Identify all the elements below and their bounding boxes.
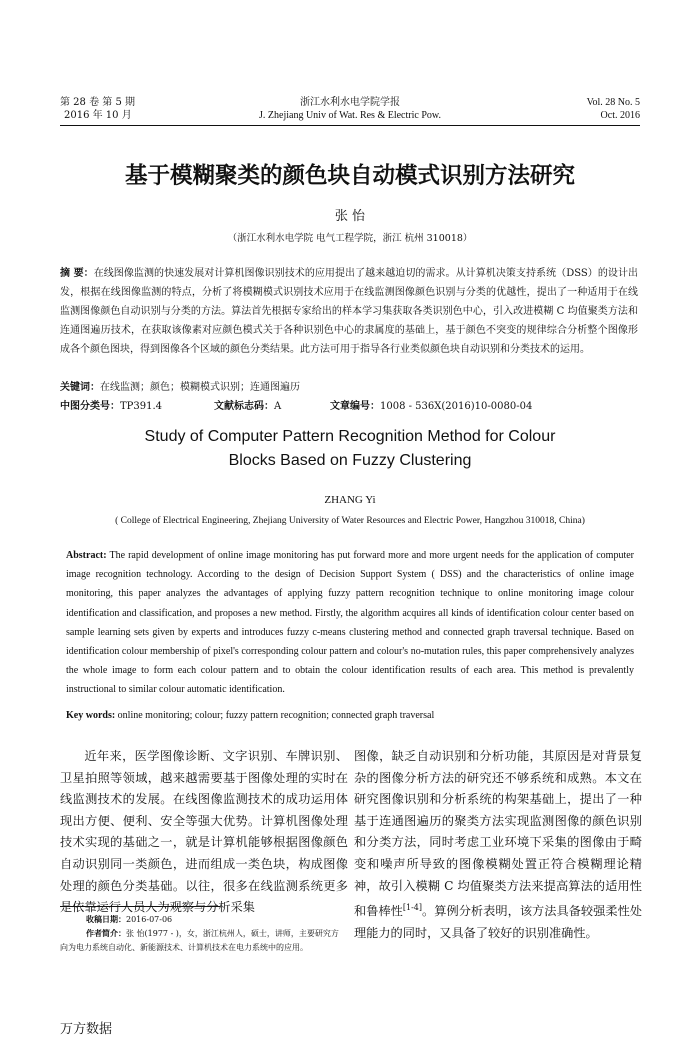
received-line: [60, 913, 340, 927]
keywords-en-label: Key words:: [66, 710, 116, 721]
clc-label: 中图分类号：: [60, 401, 120, 412]
body-left-column: [60, 746, 348, 919]
header-date-cn: 2016 年 10 月: [64, 110, 132, 121]
body-right-paragraph: [354, 746, 642, 944]
body-right-text-b: 。算例分析表明，该方法具备较强柔性处理能力的同时，又具备了较好的识别准确性。: [354, 904, 643, 940]
abstract-cn-label: 摘 要：: [60, 268, 94, 279]
header-journal-cn: 浙江水利水电学院学报: [300, 97, 400, 108]
keywords-cn-label: 关键词：: [60, 382, 100, 393]
keywords-cn-text: 在线监测；颜色；模糊模式识别；连通图遍历: [100, 382, 300, 393]
article-label: 文章编号：: [330, 401, 380, 412]
received-label: 收稿日期：: [86, 915, 126, 924]
bio-line: [60, 927, 340, 955]
abstract-en-text: The rapid development of online image monitoring has put forward more and more urgent needs for the application of computer image recognition technology. According to the design of Decision Support System ( DSS) and the characteristics of online image monitoring, this paper analyzes the advantages of applying fuzzy pattern recognition technique to online monitoring image colour identification and classification, and proposes a new method. Firstly, the algorithm acquires all kinds of identification colour center based on sample learning sets given by experts and introduces fuzzy c-means clustering method and connected graph traversal technique. Based on identification colour membership of pixel's corresponding colour pattern and colour's no-mutation rules, this paper comprehensively analyzes the whole image to form each colour pattern and to obtain the colour identification results of each area. This method is prevalently instructional to similar colour automatic identification.: [66, 550, 634, 696]
abstract-en: [66, 546, 634, 700]
header-vol-en: Vol. 28 No. 5: [586, 97, 640, 108]
article-value: 1008 - 536X(2016)10-0080-04: [380, 401, 533, 412]
article-number: [330, 397, 532, 416]
doc-label: 文献标志码：: [214, 401, 274, 412]
title-en-line2: Blocks Based on Fuzzy Clustering: [228, 452, 472, 469]
header-volume-issue: 第 28 卷 第 5 期: [60, 97, 135, 108]
affiliation-cn: （浙江水利水电学院 电气工程学院，浙江 杭州 310018）: [227, 233, 473, 244]
title-cn: 基于模糊聚类的颜色块自动模式识别方法研究: [124, 163, 575, 189]
bio-label: 作者简介：: [86, 929, 126, 938]
keywords-en: [66, 706, 634, 725]
body-right-column: [354, 746, 642, 944]
header-date-en: Oct. 2016: [600, 110, 640, 121]
doc-value: A: [274, 401, 282, 412]
author-en: ZHANG Yi: [324, 494, 376, 506]
citation-ref: [1-4]: [402, 903, 423, 913]
abstract-cn: [60, 264, 638, 359]
header-journal-en: J. Zhejiang Univ of Wat. Res & Electric Pow.: [259, 110, 441, 121]
received-date: 2016-07-06: [126, 915, 173, 924]
footnote: [60, 913, 340, 955]
title-en-line1: Study of Computer Pattern Recognition Method for Colour: [144, 428, 556, 445]
header-rule: [60, 125, 640, 126]
clc-value: TP391.4: [120, 401, 163, 412]
doc-code: [214, 397, 281, 416]
watermark: 万方数据: [60, 1022, 113, 1037]
keywords-en-text: online monitoring; colour; fuzzy pattern recognition; connected graph traversal: [115, 710, 435, 721]
abstract-en-label: Abstract:: [66, 550, 107, 561]
body-right-text-a: 图像，缺乏自动识别和分析功能，其原因是对背景复杂的图像分析方法的研究还不够系统和成熟。本文在研究图像识别和分析系统的构架基础上，提出了一种基于连通图遍历的聚类方法实现监测图像的颜色识别和分类方法，同时考虑工业环境下采集的图像由于畸变和噪声所导致的图像模糊处置正符合模糊理论精神，故引入模糊 C 均值聚类方法来提高算法的适用性和鲁棒性: [354, 749, 642, 919]
author-cn: 张 怡: [334, 209, 366, 224]
keywords-cn: [60, 378, 638, 397]
title-en: [60, 425, 640, 473]
footnote-rule: [60, 906, 220, 907]
body-left-paragraph: 近年来，医学图像诊断、文字识别、车牌识别、卫星拍照等领域，越来越需要基于图像处理的实时在线监测技术的发展。在线图像监测技术的成功运用体现出方便、便利、安全等强大优势。计算机图像处理技术实现的基础之一，就是计算机能够根据图像颜色自动识别同一类颜色，进而组成一类色块，构成图像处理的颜色分类基础。以往，很多在线监测系统更多是依靠运行人员人为观察与分析采集: [60, 749, 348, 915]
abstract-cn-text: 在线图像监测的快速发展对计算机图像识别技术的应用提出了越来越迫切的需求。从计算机决策支持系统（DSS）的设计出发，根据在线图像监测的特点，分析了将模糊模式识别技术应用于在线监测图像颜色识别与分类的优越性，提出了一种适用于在线监测图像颜色自动识别与分类的方法。算法首先根据专家给出的样本学习集获取各类识别色中心，引入改进模糊 C 均值聚类方法和连通图遍历技术，在获取该像素对应颜色模式关于各种识别色中心的隶属度的基础上，基于颜色不突变的规律综合分析整个图像形成各个颜色图块，得到图像各个区域的颜色分类结果。此方法可用于指导各行业类似颜色块自动识别和分类技术的运用。: [60, 268, 639, 355]
classification-row: [60, 397, 162, 416]
affiliation-en: ( College of Electrical Engineering, Zhejiang University of Water Resources and Electric Power, Hangzhou 310018, China): [115, 516, 585, 526]
bio-text: 张 怡(1977 - )，女，浙江杭州人，硕士，讲师，主要研究方向为电力系统自动化、新能源技术、计算机技术在电力系统中的应用。: [60, 929, 339, 952]
